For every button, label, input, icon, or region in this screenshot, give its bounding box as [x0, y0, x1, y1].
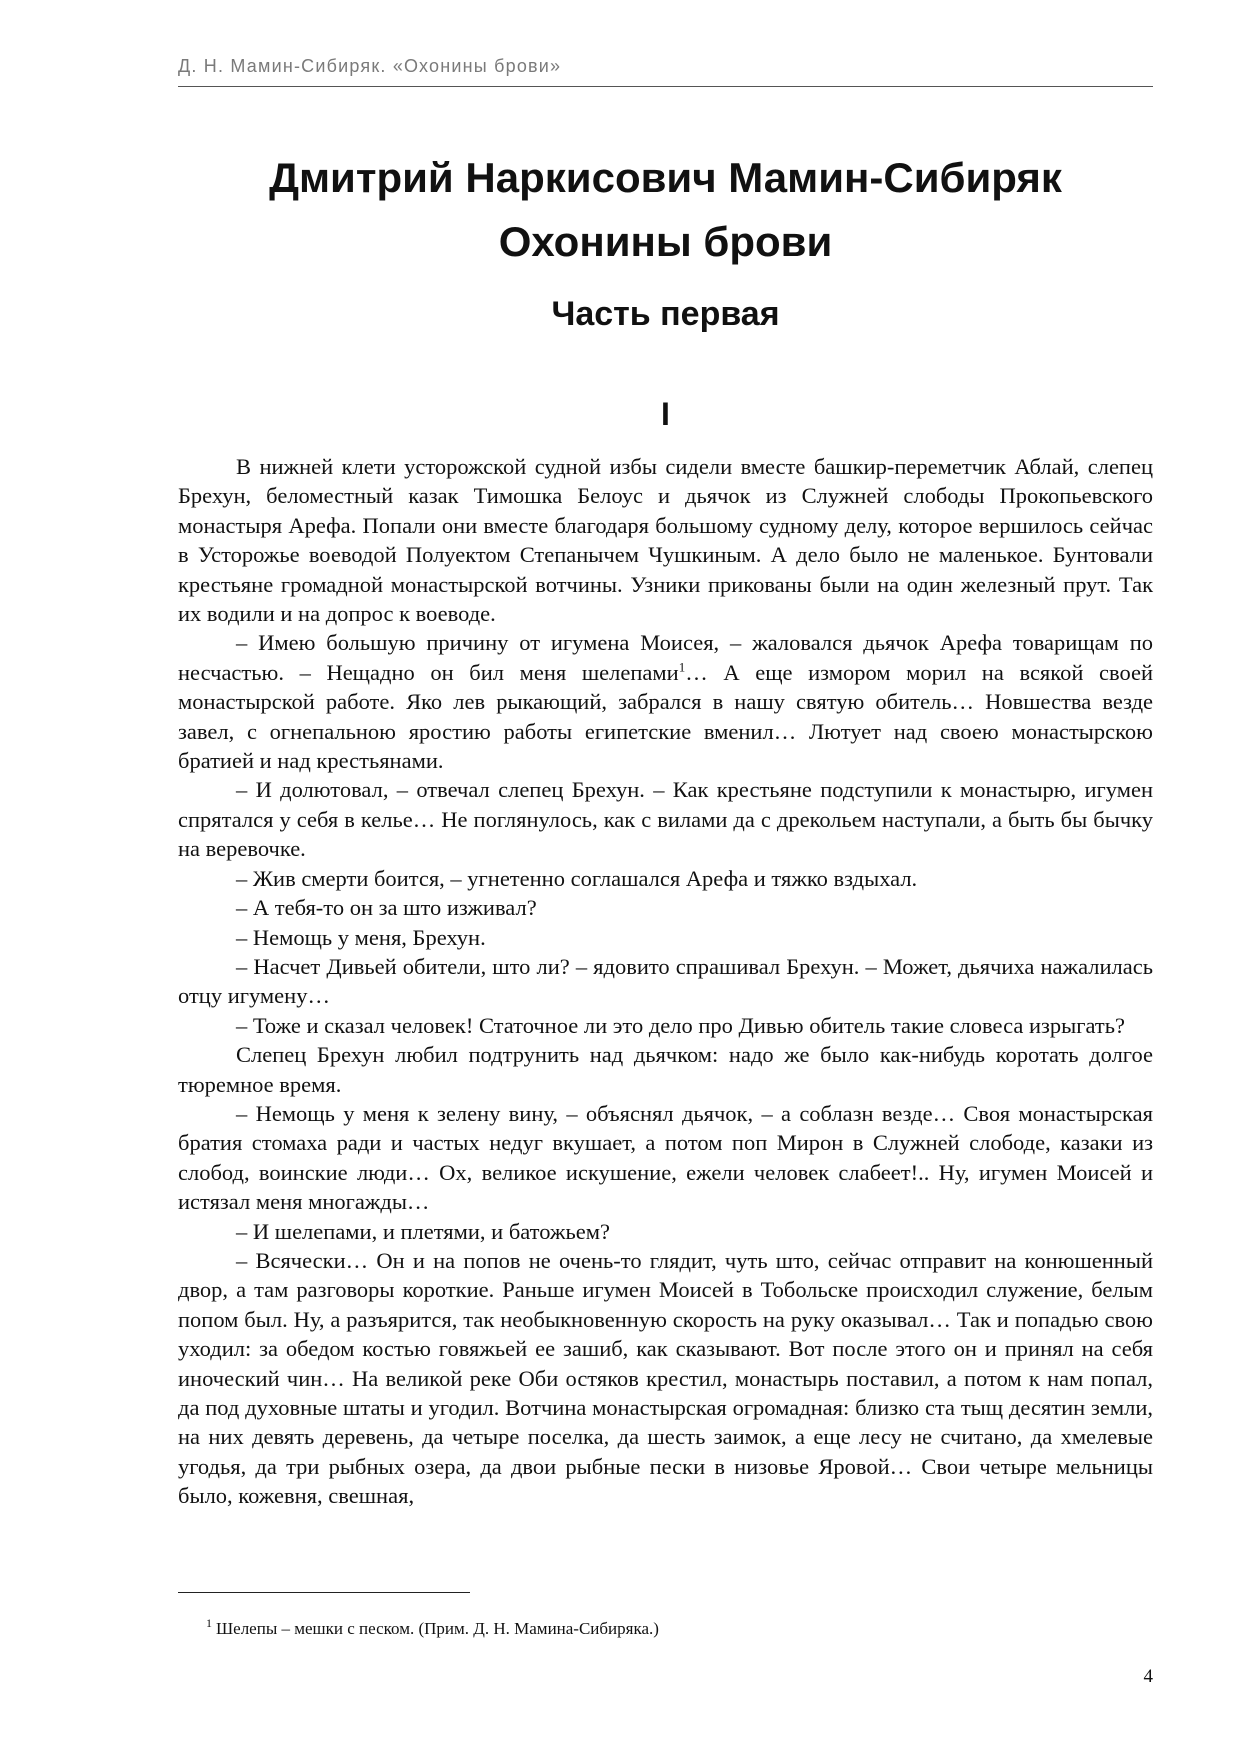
paragraph-1: В нижней клети усторожской судной избы сидели вместе башкир-переметчик Аблай, слепец Брехун, беломестный казак Тимошка Белоус и дьячок из Служней слободы Прокопьевского монастыря Арефа. Попали они вместе благодаря большому судному делу, которое вершилось сейчас в Усторожье воеводой Полуектом Степанычем Чушкиным. А дело было не маленькое. Бунтовали крестьяне громадной монастырской вотчины. Узники прикованы были на один железный прут. Так их водили и на допрос к воеводе. [178, 454, 1153, 627]
paragraph-7: – Насчет Дивьей обители, што ли? – ядовито спрашивал Брехун. – Может, дьячиха нажалилась отцу игумену… [178, 953, 1153, 1009]
paragraph-2-continuation: … А еще измором морил на всякой своей монастырской работе. Яко лев рыкающий, забрался в нашу святую обитель… Новшества везде завел, с огнепальною яростию работы египетские вменил… Лютует над своею монастырскою братией и над крестьянами. [178, 659, 1153, 774]
paragraph-2 [178, 628, 1153, 775]
work-title: Охонины брови [498, 218, 833, 265]
paragraph-6: – Немощь у меня, Брехун. [236, 924, 486, 950]
part-title: Часть первая [551, 295, 780, 333]
paragraph-4: – Жив смерти боится, – угнетенно соглашался Арефа и тяжко вздыхал. [236, 865, 918, 891]
footnote [206, 1618, 659, 1640]
page-number: 4 [1143, 1666, 1153, 1687]
body-text [178, 452, 1153, 1511]
paragraph-10: – Немощь у меня к зелену вину, – объяснял дьячок, – а соблазн везде… Своя монастырская братия стомаха ради и частых недуг вкушает, а потом поп Мирон в Служней слободе, казаки из слобод, воинские люди… Ох, великое искушение, ежели человек слабеет!.. Ну, игумен Моисей и истязал меня многажды… [178, 1100, 1153, 1215]
chapter-number: I [661, 396, 670, 432]
footnote-reference[interactable]: 1 [678, 659, 686, 675]
paragraph-3: – И долютовал, – отвечал слепец Брехун. – Как крестьяне подступили к монастырю, игумен спрятался у себя в келье… Не поглянулось, как с вилами да с дрекольем наступали, а быть бы бычку на веревочке. [178, 777, 1153, 862]
paragraph-5: – А тебя-то он за што изживал? [236, 895, 537, 921]
author-name: Дмитрий Наркисович Мамин-Сибиряк [269, 154, 1062, 201]
footnote-divider [178, 1592, 470, 1593]
header-divider [178, 86, 1153, 87]
running-header: Д. Н. Мамин-Сибиряк. «Охонины брови» [178, 56, 562, 76]
footnote-marker: 1 [206, 1616, 212, 1631]
paragraph-12: – Всячески… Он и на попов не очень-то глядит, чуть што, сейчас отправит на конюшенный двор, а там разговоры короткие. Раньше игумен Моисей в Тобольске происходил служение, белым попом был. Ну, а разъярится, так необыкновенную скорость на руку оказывал… Так и попадью свою уходил: за обедом костью говяжьей ее зашиб, как сказывают. Вот после этого он и принял на себя иноческий чин… На великой реке Оби остяков крестил, монастырь поставил, а потом к нам попал, да под духовные штаты и угодил. Вотчина монастырская огромадная: близко ста тыщ десятин земли, на них девять деревень, да четыре поселка, да шесть заимок, а еще лесу не считано, да хмелевые угодья, да три рыбных озера, да двои рыбные пески в низовье Яровой… Свои четыре мельницы было, кожевня, свешная, [178, 1247, 1153, 1509]
footnote-text: Шелепы – мешки с песком. (Прим. Д. Н. Мамина-Сибиряка.) [216, 1619, 659, 1638]
document-title [178, 146, 1153, 274]
paragraph-2-lead: – Имею большую причину от игумена Моисея, – жаловался дьячок Арефа товарищам по несчастью. – Нещадно он бил меня шелепами [178, 630, 1153, 685]
paragraph-11: – И шелепами, и плетями, и батожьем? [236, 1218, 610, 1244]
paragraph-9: Слепец Брехун любил подтрунить над дьячком: надо же было как-нибудь коротать долгое тюремное время. [178, 1042, 1153, 1097]
paragraph-8: – Тоже и сказал человек! Статочное ли это дело про Дивью обитель такие словеса изрыгать? [236, 1012, 1125, 1038]
